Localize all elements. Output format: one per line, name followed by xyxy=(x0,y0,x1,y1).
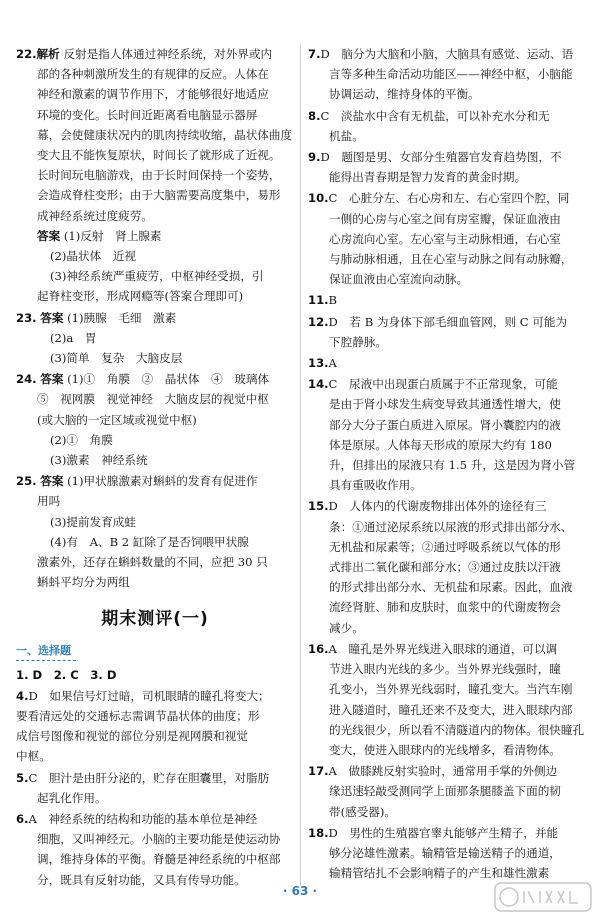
text-line: B xyxy=(328,293,338,308)
text-line: 下腔静脉。 xyxy=(329,334,387,349)
question-number: 5. xyxy=(16,770,29,785)
text-line: D 人体内的代谢废物排出体外的途径有三 xyxy=(328,499,547,514)
question-10 xyxy=(308,188,584,289)
question-11 xyxy=(308,290,584,310)
question-25 xyxy=(16,471,294,592)
text-line: (1)甲状腺激素对蝌蚪的发育有促进作 xyxy=(67,474,258,489)
question-24 xyxy=(16,369,294,470)
question-16 xyxy=(308,639,584,760)
question-number: 11. xyxy=(308,293,329,308)
text-line: (2)晶状体 近视 xyxy=(50,249,136,264)
text-line: D 题图是男、女部分生殖器官发育趋势图，不 xyxy=(320,150,562,165)
text-line: 激素外，还存在蝌蚪数量的不同，应把 30 只 xyxy=(37,555,268,570)
text-line: 起乳化作用。 xyxy=(37,790,107,805)
question-4 xyxy=(16,686,294,767)
question-7 xyxy=(308,44,584,105)
text-line: 长时间玩电脑游戏，由于长时间保持一个姿势， xyxy=(37,168,281,183)
question-number: 18. xyxy=(308,825,329,840)
footer-dot-right: · xyxy=(312,884,318,898)
text-line: C 淡盐水中含有无机盐，可以补充水分和无 xyxy=(320,108,550,123)
text-line: D 若 B 为身体下部毛细血管网，则 C 可能为 xyxy=(328,314,568,329)
text-line: 环境的变化。长时间近距离看电脑显示器屏 xyxy=(37,107,258,122)
text-line: 成神经系统过度疲劳。 xyxy=(37,208,153,223)
question-6 xyxy=(16,809,294,890)
column-divider xyxy=(300,44,301,886)
text-line: 部的各种刺激所发生的有规律的反应。人体在 xyxy=(37,67,269,82)
text-line: 心房流向心室。左心室与主动脉相通，右心室 xyxy=(329,231,561,246)
text-line: 进入隧道时，瞳孔还来不及变大，进入眼球内部 xyxy=(329,702,573,717)
question-number: 25. xyxy=(16,474,37,489)
text-line: (1)胰腺 毛细 激素 xyxy=(67,310,177,325)
page-number: 63 xyxy=(291,884,309,898)
text-line: 变大且不能恢复原状，时间长了就形成了近视。 xyxy=(37,148,281,163)
question-22 xyxy=(16,44,294,307)
text-line: (3)神经系统严重疲劳，中枢神经受损，引 xyxy=(50,269,264,284)
question-23 xyxy=(16,308,294,369)
text-line: 无机盐和尿素等；②通过呼吸系统以气体的形 xyxy=(329,539,561,554)
question-14 xyxy=(308,374,584,495)
answer-tag: 答案 xyxy=(40,310,64,325)
text-line: A xyxy=(328,356,337,371)
text-line: 会造成脊柱变形；由于大脑需要高度集中，易形 xyxy=(37,188,281,203)
watermark-logo xyxy=(494,882,592,912)
question-12 xyxy=(308,312,584,352)
questions-1-3: 1. D 2. C 3. D xyxy=(16,668,117,683)
question-number: 17. xyxy=(308,764,329,779)
text-line: D 脑分为大脑和小脑，大脑具有感觉、运动、语 xyxy=(320,47,574,61)
question-9 xyxy=(308,147,584,187)
text-line: 缘迅速轻敲受测同学上面那条腿膝盖下面的韧 xyxy=(329,784,561,799)
question-13 xyxy=(308,353,584,373)
question-5 xyxy=(16,768,294,808)
text-line: A 做膝跳反射实验时，通常用手掌的外侧边 xyxy=(328,764,558,779)
text-line: 变大，使进入眼球内的光线增多，看清物体。 xyxy=(329,742,561,757)
question-number: 9. xyxy=(308,150,321,165)
text-line: 孔变小，当外界光线弱时，瞳孔变大。当汽车刚 xyxy=(329,682,573,697)
text-line: D 男性的生殖器官睾丸能够产生精子，并能 xyxy=(328,825,559,840)
question-number: 16. xyxy=(308,641,329,656)
question-number: 12. xyxy=(308,314,329,329)
answer-tag: 答案 xyxy=(40,372,64,387)
text-line: 神经和激素的调节作用下，才能够很好地适应 xyxy=(37,87,269,102)
right-column xyxy=(308,44,584,884)
question-number: 6. xyxy=(16,811,29,826)
text-line: 是由于肾小球发生病变导致其通透性增大，使 xyxy=(329,397,561,412)
answer-tag: 答案 xyxy=(37,228,61,243)
text-line: 中枢。 xyxy=(16,749,51,764)
text-line: (3)激素 神经系统 xyxy=(50,453,148,468)
text-line: 细胞，又叫神经元。小脑的主要功能是使运动协 xyxy=(37,832,281,847)
text-line: 能得出青春期是智力发育的黄金时期。 xyxy=(329,170,527,185)
text-line: (2)① 角膜 xyxy=(50,432,113,447)
section-title: 期末测评(一) xyxy=(101,609,209,630)
text-line: 一侧的心房与心室之间有房室瓣，保证血液由 xyxy=(329,211,561,226)
text-line: 分，既具有反射功能，又具有传导功能。 xyxy=(37,872,246,887)
text-line: 的形式排出部分水、无机盐和尿素。因此，血液 xyxy=(329,580,573,595)
text-line: 流经肾脏、肺和皮肤时，血浆中的代谢废物会 xyxy=(329,600,561,615)
question-15 xyxy=(308,496,584,637)
question-number: 8. xyxy=(308,108,321,123)
question-number: 10. xyxy=(308,191,329,206)
text-line: C 胆汁是由肝分泌的，贮存在胆囊里，对脂肪 xyxy=(28,770,270,785)
text-line: 式排出二氧化碳和部分水；③通过皮肤以汗液 xyxy=(329,560,561,575)
question-number: 4. xyxy=(16,688,29,703)
text-line: 够分泌雄性激素。输精管是输送精子的通道， xyxy=(329,845,561,860)
question-17 xyxy=(308,761,584,822)
text-line: 体是原尿。人体每天形成的原尿大约有 180 xyxy=(329,437,552,452)
question-18 xyxy=(308,823,584,884)
text-line: 起脊柱变形，形成网瘾等(答案合理即可) xyxy=(37,289,244,304)
question-number: 13. xyxy=(308,356,329,371)
question-number: 24. xyxy=(16,372,37,387)
text-line: 幕，会使健康状况内的肌肉持续收缩，晶状体曲度 xyxy=(37,127,293,142)
text-line: 机盐。 xyxy=(329,128,364,143)
text-line: 升，但排出的尿液只有 1.5 升，这是因为肾小管 xyxy=(329,458,576,473)
left-column xyxy=(16,44,294,891)
text-line: 与肺动脉相通，且在心室与动脉之间有动脉瓣， xyxy=(329,252,573,267)
text-line: (4)有 A、B 2 缸除了是否饲喂甲状腺 xyxy=(50,534,249,549)
text-line: 蝌蚪平均分为两组 xyxy=(37,575,130,590)
text-line: 言等多种生命活动功能区——神经中枢，小脑能 xyxy=(329,67,573,82)
text-line: C 尿液中出现蛋白质属于不正常现象，可能 xyxy=(328,377,558,392)
text-line: 协调运动，维持身体的平衡。 xyxy=(329,87,480,102)
question-number: 15. xyxy=(308,499,329,514)
footer-dot-left: · xyxy=(282,884,288,898)
question-number: 7. xyxy=(308,47,321,61)
text-line: D 如果信号灯过暗，司机眼睛的瞳孔将变大； xyxy=(28,688,270,703)
text-line: 节进入眼内光线的多少。当外界光线强时，瞳 xyxy=(329,662,561,677)
text-line: 保证血液由心室流向动脉。 xyxy=(329,272,469,287)
text-line: 要看清远处的交通标志需调节晶状体的曲度；形 xyxy=(16,708,260,723)
text-line: 带(感受器)。 xyxy=(329,804,397,819)
text-line: (或大脑的一定区域或视觉中枢) xyxy=(37,412,197,427)
text-line: 用吗 xyxy=(37,494,61,509)
text-line: 减少。 xyxy=(329,620,364,635)
text-line: (1)① 角膜 ② 晶状体 ④ 玻璃体 xyxy=(67,372,270,387)
text-line: 部分大分子蛋白质进入原尿。肾小囊腔内的液 xyxy=(329,417,561,432)
text-line: 调，维持身体的平衡。脊髓是神经系统的中枢部 xyxy=(37,852,281,867)
text-line: 具有重吸收作用。 xyxy=(329,478,422,493)
text-line: A 神经系统的结构和功能的基本单位是神经 xyxy=(28,811,258,826)
text-line: (2)a 胃 xyxy=(50,330,97,345)
text-line: (3)提前发育成蛙 xyxy=(50,514,136,529)
text-line: 的光线很少，所以看不清隧道内的物体。很快瞳孔 xyxy=(329,722,584,737)
question-number: 23. xyxy=(16,310,37,325)
text-line: 条：①通过泌尿系统以尿液的形式排出部分水、 xyxy=(329,519,573,534)
text-line: 输精管结扎不会影响精子的产生和雄性激素 xyxy=(329,866,550,881)
question-8 xyxy=(308,106,584,146)
text-line: (1)反射 肾上腺素 xyxy=(63,228,162,243)
question-number: 14. xyxy=(308,377,329,392)
text-line: ⑤ 视网膜 视觉神经 大脑皮层的视觉中枢 xyxy=(37,392,269,407)
choice-section-heading: 一、选择题 xyxy=(16,642,76,661)
text-line: 成信号图像和视觉的部位分别是视网膜和视觉 xyxy=(16,729,248,744)
text-line: C 心脏分左、右心房和左、右心室四个腔，同 xyxy=(328,191,570,206)
question-number: 22. xyxy=(16,47,37,61)
text-line: (3)简单 复杂 大脑皮层 xyxy=(50,351,183,366)
text-line: A 瞳孔是外界光线进入眼球的通道，可以调 xyxy=(328,641,558,656)
answer-tag: 答案 xyxy=(40,474,64,489)
analysis-tag: 解析 xyxy=(36,47,60,61)
text-line: 反射是指人体通过神经系统，对外界或内 xyxy=(63,47,273,61)
